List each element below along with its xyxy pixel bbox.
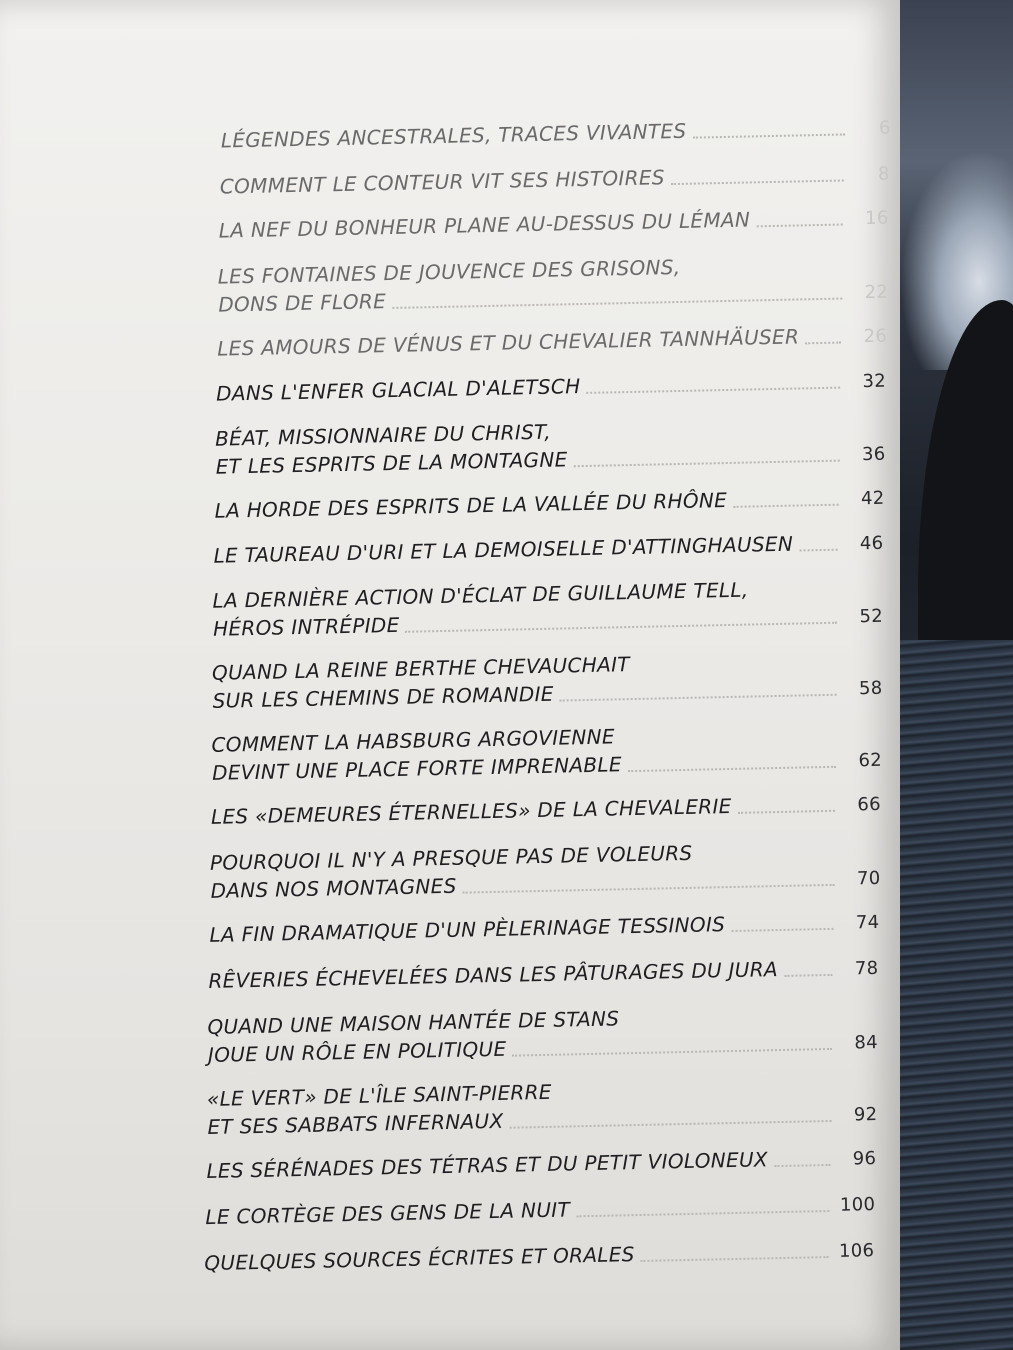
- facing-page-photo: [900, 0, 1013, 1350]
- toc-entry: [213, 529, 884, 570]
- toc-entry: [206, 1144, 877, 1185]
- toc-page-number: 52: [859, 605, 884, 628]
- toc-entry-title-last-line: [213, 529, 843, 570]
- toc-entry-title: DEVINT UNE PLACE FORTE IMPRENABLE: [211, 752, 623, 785]
- toc-entry: [211, 646, 883, 715]
- toc-entry: [214, 484, 885, 525]
- toc-page-number: 58: [858, 677, 883, 700]
- toc-leader-dots: [587, 387, 841, 394]
- toc-page-number: 70: [856, 867, 881, 890]
- toc-leader-dots: [738, 810, 835, 814]
- toc-entry-title: LES SÉRÉNADES DES TÉTRAS ET DU PETIT VIOLONEUX: [206, 1147, 769, 1184]
- toc-entry-title-last-line: [208, 954, 838, 995]
- toc-page-number: 78: [854, 957, 879, 980]
- toc-page-number: 36: [861, 443, 886, 466]
- toc-page-number: 74: [855, 911, 880, 934]
- toc-entry-title-last-line: [205, 1190, 835, 1231]
- toc-entry-title: LE CORTÈGE DES GENS DE LA NUIT: [205, 1197, 571, 1230]
- toc-entry: [217, 249, 889, 318]
- toc-entry-title: QUELQUES SOURCES ÉCRITES ET ORALES: [204, 1242, 635, 1276]
- toc-leader-dots: [513, 1048, 833, 1057]
- toc-entry-title: POURQUOI IL N'Y A PRESQUE PAS DE VOLEURS: [209, 840, 693, 875]
- toc-entry-title: ET SES SABBATS INFERNAUX: [207, 1108, 504, 1140]
- toc-entry-title-last-line: [220, 159, 850, 200]
- toc-leader-dots: [756, 224, 843, 228]
- toc-entry-title-last-line: [211, 790, 841, 831]
- toc-entry-title: SUR LES CHEMINS DE ROMANDIE: [212, 681, 554, 713]
- toc-leader-dots: [628, 766, 836, 772]
- toc-entry-title: «LE VERT» DE L'ÎLE SAINT-PIERRE: [206, 1079, 552, 1112]
- toc-entry-title-last-line: [214, 484, 844, 525]
- toc-entry-title: RÊVERIES ÉCHEVELÉES DANS LES PÂTURAGES DU JURA: [208, 957, 779, 993]
- toc-entry-title: LE TAUREAU D'URI ET LA DEMOISELLE D'ATTINGHAUSEN: [213, 531, 794, 568]
- toc-entry-title-last-line: [221, 113, 851, 154]
- toc-page-number: 46: [859, 532, 884, 555]
- toc-entry: [214, 412, 886, 481]
- toc-entry-title-last-line: [204, 1236, 834, 1277]
- toc-leader-dots: [392, 298, 842, 309]
- toc-entry-title: LA FIN DRAMATIQUE D'UN PÈLERINAGE TESSINOIS: [209, 912, 726, 947]
- toc-entry: [216, 321, 888, 362]
- toc-entry-title-last-line: [206, 1144, 836, 1185]
- toc-entry: [220, 113, 891, 154]
- toc-page-number: 62: [858, 749, 883, 772]
- toc-page-number: 100: [839, 1194, 876, 1216]
- toc-entry-title: COMMENT LA HABSBURG ARGOVIENNE: [211, 724, 616, 757]
- toc-leader-dots: [574, 460, 840, 468]
- toc-entry: [218, 203, 889, 244]
- toc-leader-dots: [576, 1210, 829, 1217]
- toc-leader-dots: [799, 549, 837, 552]
- toc-page-number: 96: [852, 1148, 877, 1170]
- toc-entry-title: LES «DEMEURES ÉTERNELLES» DE LA CHEVALERIE: [210, 793, 732, 829]
- toc-leader-dots: [560, 694, 837, 702]
- toc-leader-dots: [784, 974, 832, 977]
- toc-entry: [211, 718, 883, 787]
- toc-entry-title: QUAND LA REINE BERTHE CHEVAUCHAIT: [211, 652, 631, 685]
- toc-entry: [215, 366, 887, 407]
- toc-entry: [209, 908, 880, 949]
- toc-leader-dots: [510, 1120, 832, 1129]
- toc-entry: [208, 954, 879, 995]
- toc-leader-dots: [406, 622, 837, 633]
- toc-page-number: 106: [838, 1240, 875, 1262]
- toc-leader-dots: [733, 504, 838, 508]
- toc-entry: [219, 159, 890, 200]
- toc-page-number: 16: [864, 207, 889, 230]
- toc-entry-title: LÉGENDES ANCESTRALES, TRACES VIVANTES: [220, 118, 687, 153]
- toc-leader-dots: [641, 1256, 829, 1262]
- toc-entry-title: JOUE UN RÔLE EN POLITIQUE: [207, 1036, 507, 1067]
- toc-entry-title: DONS DE FLORE: [218, 289, 387, 317]
- toc-page-number: 84: [854, 1031, 879, 1054]
- toc-entry-title: LES FONTAINES DE JOUVENCE DES GRISONS,: [217, 254, 681, 289]
- toc-entry: [205, 1190, 876, 1231]
- toc-page-number: 66: [857, 793, 882, 816]
- toc-leader-dots: [463, 884, 835, 894]
- toc-leader-dots: [692, 133, 844, 138]
- toc-entry-title: DANS NOS MONTAGNES: [210, 873, 457, 903]
- toc-page-number: 92: [853, 1103, 878, 1126]
- toc-entry-title: LA HORDE DES ESPRITS DE LA VALLÉE DU RHÔNE: [214, 488, 728, 523]
- toc-entry-title-last-line: [218, 203, 848, 244]
- toc-page-number: 8: [877, 163, 890, 185]
- toc-leader-dots: [671, 179, 844, 185]
- toc-page-number: 6: [878, 117, 891, 139]
- toc-entry-title: QUAND UNE MAISON HANTÉE DE STANS: [207, 1006, 620, 1039]
- photo-water: [900, 640, 1013, 1350]
- toc-entry-title: LA DERNIÈRE ACTION D'ÉCLAT DE GUILLAUME TELL,: [212, 577, 749, 613]
- toc-entry: [212, 574, 884, 643]
- toc-entry: [209, 836, 881, 905]
- toc-leader-dots: [731, 928, 833, 932]
- toc-page-number: 26: [863, 325, 888, 348]
- toc-entry: [204, 1236, 875, 1277]
- toc-entry: [206, 1072, 878, 1141]
- toc-entry-title: DANS L'ENFER GLACIAL D'ALETSCH: [215, 374, 581, 406]
- toc-page-number: 42: [860, 487, 885, 510]
- toc-entry: [207, 1000, 879, 1069]
- toc-entry-title: ET LES ESPRITS DE LA MONTAGNE: [215, 447, 568, 479]
- table-of-contents: [150, 85, 891, 1299]
- toc-entry-title: BÉAT, MISSIONNAIRE DU CHRIST,: [214, 419, 552, 451]
- toc-entry-title-last-line: [209, 908, 839, 949]
- toc-leader-dots: [805, 342, 841, 345]
- toc-entry-title: LA NEF DU BONHEUR PLANE AU-DESSUS DU LÉMAN: [218, 207, 751, 243]
- toc-leader-dots: [774, 1164, 830, 1167]
- toc-page-number: 22: [864, 281, 889, 304]
- toc-entry-title: COMMENT LE CONTEUR VIT SES HISTOIRES: [219, 165, 665, 199]
- toc-page-number: 32: [862, 370, 887, 393]
- toc-entry-title: LES AMOURS DE VÉNUS ET DU CHEVALIER TANNHÄUSER: [216, 324, 800, 361]
- toc-entry-title: HÉROS INTRÉPIDE: [212, 612, 400, 641]
- toc-entry: [210, 790, 882, 831]
- toc-entry-title-last-line: [216, 366, 846, 407]
- toc-entry-title-last-line: [217, 321, 847, 362]
